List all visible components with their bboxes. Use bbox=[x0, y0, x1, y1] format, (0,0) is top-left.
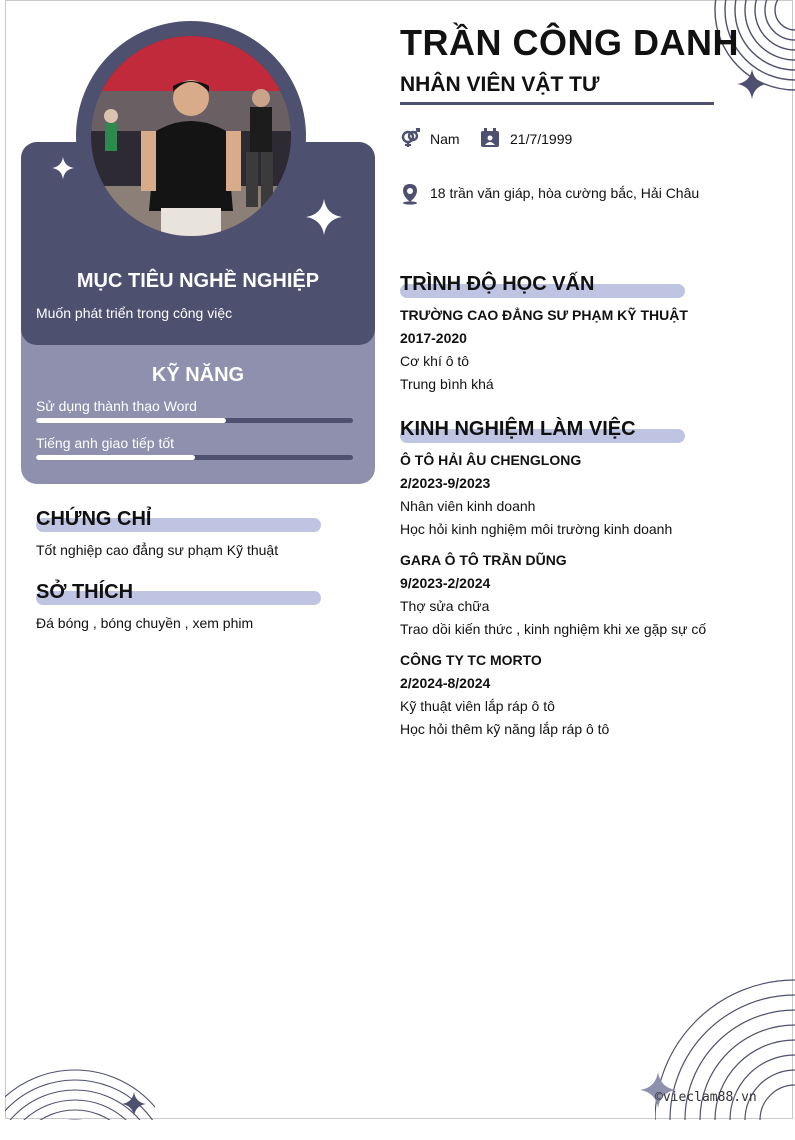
skill-bar-fill bbox=[36, 418, 226, 423]
objective-title: MỤC TIÊU NGHỀ NGHIỆP bbox=[76, 270, 320, 292]
calendar-icon bbox=[480, 128, 500, 148]
avatar bbox=[91, 36, 291, 236]
job-role: Kỹ thuật viên lắp ráp ô tô bbox=[400, 698, 555, 714]
job-period: 2/2023-9/2023 bbox=[400, 475, 491, 491]
job-description: Học hỏi kinh nghiệm môi trường kinh doanh bbox=[400, 521, 673, 537]
job-period: 2/2024-8/2024 bbox=[400, 675, 491, 691]
job-company: CÔNG TY TC MORTO bbox=[400, 652, 542, 668]
job-role: Thợ sửa chữa bbox=[400, 598, 490, 614]
watermark: ©vieclam88.vn bbox=[655, 1090, 757, 1105]
job-description: Trao dồi kiến thức , kinh nghiệm khi xe gặp sự cố bbox=[400, 621, 707, 637]
job-title-underline bbox=[400, 102, 714, 105]
hobbies-text: Đá bóng , bóng chuyền , xem phim bbox=[36, 615, 254, 631]
skill-label: Tiếng anh giao tiếp tốt bbox=[36, 435, 175, 451]
skill-label: Sử dụng thành thạo Word bbox=[36, 398, 197, 414]
education-period: 2017-2020 bbox=[400, 330, 467, 346]
experience-heading bbox=[400, 418, 636, 441]
education-title: TRÌNH ĐỘ HỌC VẤN bbox=[400, 273, 595, 295]
job-period: 9/2023-2/2024 bbox=[400, 575, 491, 591]
skill-bar bbox=[36, 455, 353, 460]
sparkle-icon bbox=[52, 157, 74, 179]
objective-text: Muốn phát triển trong công việc bbox=[36, 305, 233, 321]
education-grade: Trung bình khá bbox=[400, 376, 494, 392]
gender-icon bbox=[400, 128, 420, 148]
hobbies-title: SỞ THÍCH bbox=[36, 581, 134, 603]
education-school: TRƯỜNG CAO ĐẲNG SƯ PHẠM KỸ THUẬT bbox=[400, 307, 688, 323]
sparkle-icon bbox=[306, 199, 342, 235]
birthdate-value: 21/7/1999 bbox=[510, 131, 573, 147]
address-value: 18 trần văn giáp, hòa cường bắc, Hải Châu bbox=[430, 185, 700, 201]
job-description: Học hỏi thêm kỹ năng lắp ráp ô tô bbox=[400, 721, 610, 737]
sparkle-icon bbox=[737, 69, 767, 99]
certificates-title: CHỨNG CHỈ bbox=[36, 508, 152, 530]
certificate-item: Tốt nghiệp cao đẳng sư phạm Kỹ thuật bbox=[36, 542, 279, 558]
job-company: Ô TÔ HẢI ÂU CHENGLONG bbox=[400, 452, 582, 468]
skill-bar-fill bbox=[36, 455, 195, 460]
job-title: NHÂN VIÊN VẬT TƯ bbox=[400, 73, 600, 96]
hobbies-heading bbox=[36, 581, 133, 604]
skill-bar bbox=[36, 418, 353, 423]
education-major: Cơ khí ô tô bbox=[400, 353, 470, 369]
education-heading bbox=[400, 273, 594, 296]
job-company: GARA Ô TÔ TRẦN DŨNG bbox=[400, 552, 567, 568]
skills-title: KỸ NĂNG bbox=[151, 364, 245, 386]
certificates-heading bbox=[36, 508, 151, 531]
experience-title: KINH NGHIỆM LÀM VIỆC bbox=[400, 418, 636, 440]
candidate-name: TRẦN CÔNG DANH bbox=[400, 22, 739, 63]
location-pin-icon bbox=[400, 183, 420, 205]
job-role: Nhân viên kinh doanh bbox=[400, 498, 536, 514]
sparkle-icon bbox=[122, 1092, 146, 1116]
gender-value: Nam bbox=[430, 131, 460, 147]
